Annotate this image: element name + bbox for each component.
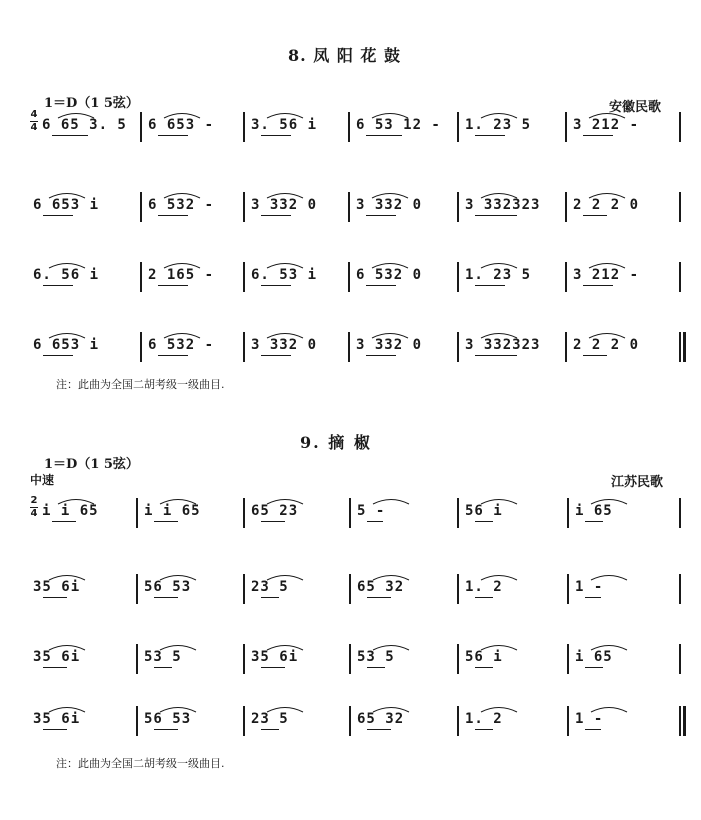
beam-line [585, 521, 603, 522]
slur [47, 571, 87, 581]
barline [243, 574, 245, 604]
measure: 6 653 i [33, 337, 100, 353]
slur [265, 495, 305, 505]
score-row [0, 188, 701, 228]
slur [265, 571, 305, 581]
slur [370, 189, 410, 199]
measure: 35 6i [251, 649, 299, 665]
beam-line [52, 521, 76, 522]
measure: 6 53 12 - [356, 117, 441, 133]
measure: 6. 53 i [251, 267, 318, 283]
beam-line [585, 729, 601, 730]
slur [162, 329, 202, 339]
beam-line [43, 355, 73, 356]
slur [158, 495, 198, 505]
barline [243, 332, 245, 362]
beam-line [261, 135, 291, 136]
beam-line [475, 521, 493, 522]
slur [371, 495, 411, 505]
barline [565, 332, 567, 362]
barline [679, 498, 681, 528]
barline [348, 332, 350, 362]
measure: 53 5 [357, 649, 395, 665]
barline [243, 262, 245, 292]
beam-line [475, 215, 517, 216]
measure: 35 6i [33, 649, 81, 665]
time-signature-bottom: 4 [30, 122, 38, 133]
beam-line [583, 215, 607, 216]
barline [349, 574, 351, 604]
beam-line [43, 667, 67, 668]
measure: 23 5 [251, 711, 289, 727]
measure: 6. 56 i [33, 267, 100, 283]
measure: 3 332 0 [356, 197, 423, 213]
slur [589, 703, 629, 713]
beam-line [158, 135, 188, 136]
beam-line [158, 215, 188, 216]
beam-line [585, 667, 603, 668]
barline [243, 498, 245, 528]
final-barline [683, 706, 686, 736]
barline [457, 112, 459, 142]
barline [679, 574, 681, 604]
beam-line [367, 521, 383, 522]
beam-line [261, 597, 279, 598]
song-title: 8. 凤 阳 花 鼓 [288, 46, 401, 65]
beam-line [583, 355, 607, 356]
time-signature-top: 4 [30, 109, 38, 120]
barline [457, 498, 459, 528]
score-row [0, 640, 701, 680]
slur [479, 329, 519, 339]
beam-line [366, 215, 396, 216]
barline [140, 262, 142, 292]
barline [136, 498, 138, 528]
score-row [0, 108, 701, 148]
beam-line [158, 355, 188, 356]
score-row [0, 494, 701, 534]
beam-line [52, 135, 88, 136]
slur [587, 329, 627, 339]
barline [567, 574, 569, 604]
barline [679, 706, 681, 736]
slur [371, 571, 411, 581]
barline [457, 644, 459, 674]
slur [47, 329, 87, 339]
barline [348, 192, 350, 222]
barline [567, 644, 569, 674]
slur [56, 495, 96, 505]
measure: 3 332323 [465, 337, 541, 353]
slur [589, 495, 629, 505]
measure: 6 65 3. 5 [42, 117, 127, 133]
barline [349, 644, 351, 674]
barline [243, 706, 245, 736]
time-signature [30, 110, 38, 133]
beam-line [43, 729, 67, 730]
slur [587, 259, 627, 269]
measure: 3 212 - [573, 117, 640, 133]
barline [457, 706, 459, 736]
beam-line [261, 667, 285, 668]
barline [565, 112, 567, 142]
beam-line [366, 355, 396, 356]
measure: 65 23 [251, 503, 299, 519]
slur [370, 259, 410, 269]
slur [158, 703, 198, 713]
beam-line [366, 285, 396, 286]
slur [479, 703, 519, 713]
beam-line [154, 521, 178, 522]
beam-line [367, 729, 391, 730]
score-row [0, 328, 701, 368]
measure: 1. 2 [465, 579, 503, 595]
slur [47, 189, 87, 199]
barline [349, 498, 351, 528]
measure: 2 2 2 0 [573, 337, 640, 353]
barline [457, 574, 459, 604]
slur [370, 329, 410, 339]
measure: 2 2 2 0 [573, 197, 640, 213]
slur [47, 703, 87, 713]
beam-line [158, 285, 188, 286]
beam-line [475, 285, 505, 286]
measure: 1 - [575, 711, 604, 727]
beam-line [261, 215, 291, 216]
song-origin: 安徽民歌 [609, 100, 662, 115]
slur [371, 703, 411, 713]
barline [679, 644, 681, 674]
measure: 1. 2 [465, 711, 503, 727]
slur [587, 189, 627, 199]
slur [479, 641, 519, 651]
measure: 35 6i [33, 711, 81, 727]
score-row [0, 570, 701, 610]
slur [162, 189, 202, 199]
beam-line [366, 135, 402, 136]
measure: 6 532 0 [356, 267, 423, 283]
beam-line [154, 597, 178, 598]
slur [371, 641, 411, 651]
slur [589, 571, 629, 581]
beam-line [475, 597, 493, 598]
tempo-mark: 中速 [30, 473, 55, 487]
measure: 1. 23 5 [465, 267, 532, 283]
measure: 6 653 - [148, 117, 215, 133]
beam-line [583, 135, 613, 136]
barline [348, 262, 350, 292]
barline [140, 112, 142, 142]
measure: 3 332 0 [251, 197, 318, 213]
measure: 6 532 - [148, 197, 215, 213]
barline [679, 332, 681, 362]
beam-line [154, 729, 178, 730]
measure: 3. 56 i [251, 117, 318, 133]
score-row [0, 258, 701, 298]
barline [679, 262, 681, 292]
key-signature: 1＝D（1 5弦） [44, 457, 139, 472]
slur [265, 259, 305, 269]
final-barline [683, 332, 686, 362]
measure: 2 165 - [148, 267, 215, 283]
slur [265, 641, 305, 651]
barline [243, 192, 245, 222]
time-signature [30, 496, 38, 519]
slur [265, 329, 305, 339]
time-signature-top: 2 [30, 495, 38, 506]
measure: i 65 [575, 503, 613, 519]
measure: 56 i [465, 503, 503, 519]
slur [56, 109, 96, 119]
barline [348, 112, 350, 142]
slur [479, 495, 519, 505]
measure: 1 - [575, 579, 604, 595]
barline [243, 112, 245, 142]
barline [567, 498, 569, 528]
barline [140, 332, 142, 362]
measure: 3 332323 [465, 197, 541, 213]
barline [136, 644, 138, 674]
song-title: 9. 摘 椒 [300, 433, 372, 452]
beam-line [43, 285, 73, 286]
slur [370, 109, 410, 119]
barline [457, 192, 459, 222]
beam-line [154, 667, 172, 668]
slur [162, 109, 202, 119]
beam-line [475, 135, 505, 136]
slur [265, 189, 305, 199]
beam-line [475, 355, 517, 356]
measure: 3 332 0 [251, 337, 318, 353]
measure: 65 32 [357, 711, 405, 727]
measure: 6 532 - [148, 337, 215, 353]
barline [679, 112, 681, 142]
song-origin: 江苏民歌 [611, 475, 664, 490]
measure: i i 65 [42, 503, 99, 519]
song-note: 注：此曲为全国二胡考级一级曲目. [56, 757, 225, 770]
barline [565, 192, 567, 222]
measure: 56 53 [144, 711, 192, 727]
beam-line [261, 355, 291, 356]
measure: i i 65 [144, 503, 201, 519]
slur [158, 641, 198, 651]
slur [158, 571, 198, 581]
slur [479, 259, 519, 269]
measure: 53 5 [144, 649, 182, 665]
slur [265, 703, 305, 713]
slur [47, 641, 87, 651]
beam-line [583, 285, 613, 286]
barline [457, 332, 459, 362]
beam-line [43, 597, 67, 598]
slur [587, 109, 627, 119]
barline [349, 706, 351, 736]
beam-line [367, 667, 385, 668]
measure: 35 6i [33, 579, 81, 595]
beam-line [585, 597, 601, 598]
beam-line [261, 521, 285, 522]
slur [162, 259, 202, 269]
measure: 3 332 0 [356, 337, 423, 353]
barline [136, 706, 138, 736]
slur [479, 571, 519, 581]
measure: 5 - [357, 503, 386, 519]
slur [589, 641, 629, 651]
beam-line [43, 215, 73, 216]
beam-line [475, 729, 493, 730]
measure: 3 212 - [573, 267, 640, 283]
barline [567, 706, 569, 736]
barline [140, 192, 142, 222]
measure: i 65 [575, 649, 613, 665]
slur [47, 259, 87, 269]
beam-line [261, 285, 291, 286]
measure: 56 i [465, 649, 503, 665]
barline [136, 574, 138, 604]
slur [265, 109, 305, 119]
measure: 1. 23 5 [465, 117, 532, 133]
measure: 65 32 [357, 579, 405, 595]
song-note: 注：此曲为全国二胡考级一级曲目. [56, 378, 225, 391]
barline [565, 262, 567, 292]
score-row [0, 702, 701, 742]
time-signature-bottom: 4 [30, 508, 38, 519]
beam-line [367, 597, 391, 598]
measure: 56 53 [144, 579, 192, 595]
measure: 23 5 [251, 579, 289, 595]
slur [479, 189, 519, 199]
beam-line [261, 729, 279, 730]
beam-line [475, 667, 493, 668]
measure: 6 653 i [33, 197, 100, 213]
slur [479, 109, 519, 119]
key-signature: 1＝D（1 5弦） [44, 96, 139, 111]
barline [457, 262, 459, 292]
barline [679, 192, 681, 222]
barline [243, 644, 245, 674]
